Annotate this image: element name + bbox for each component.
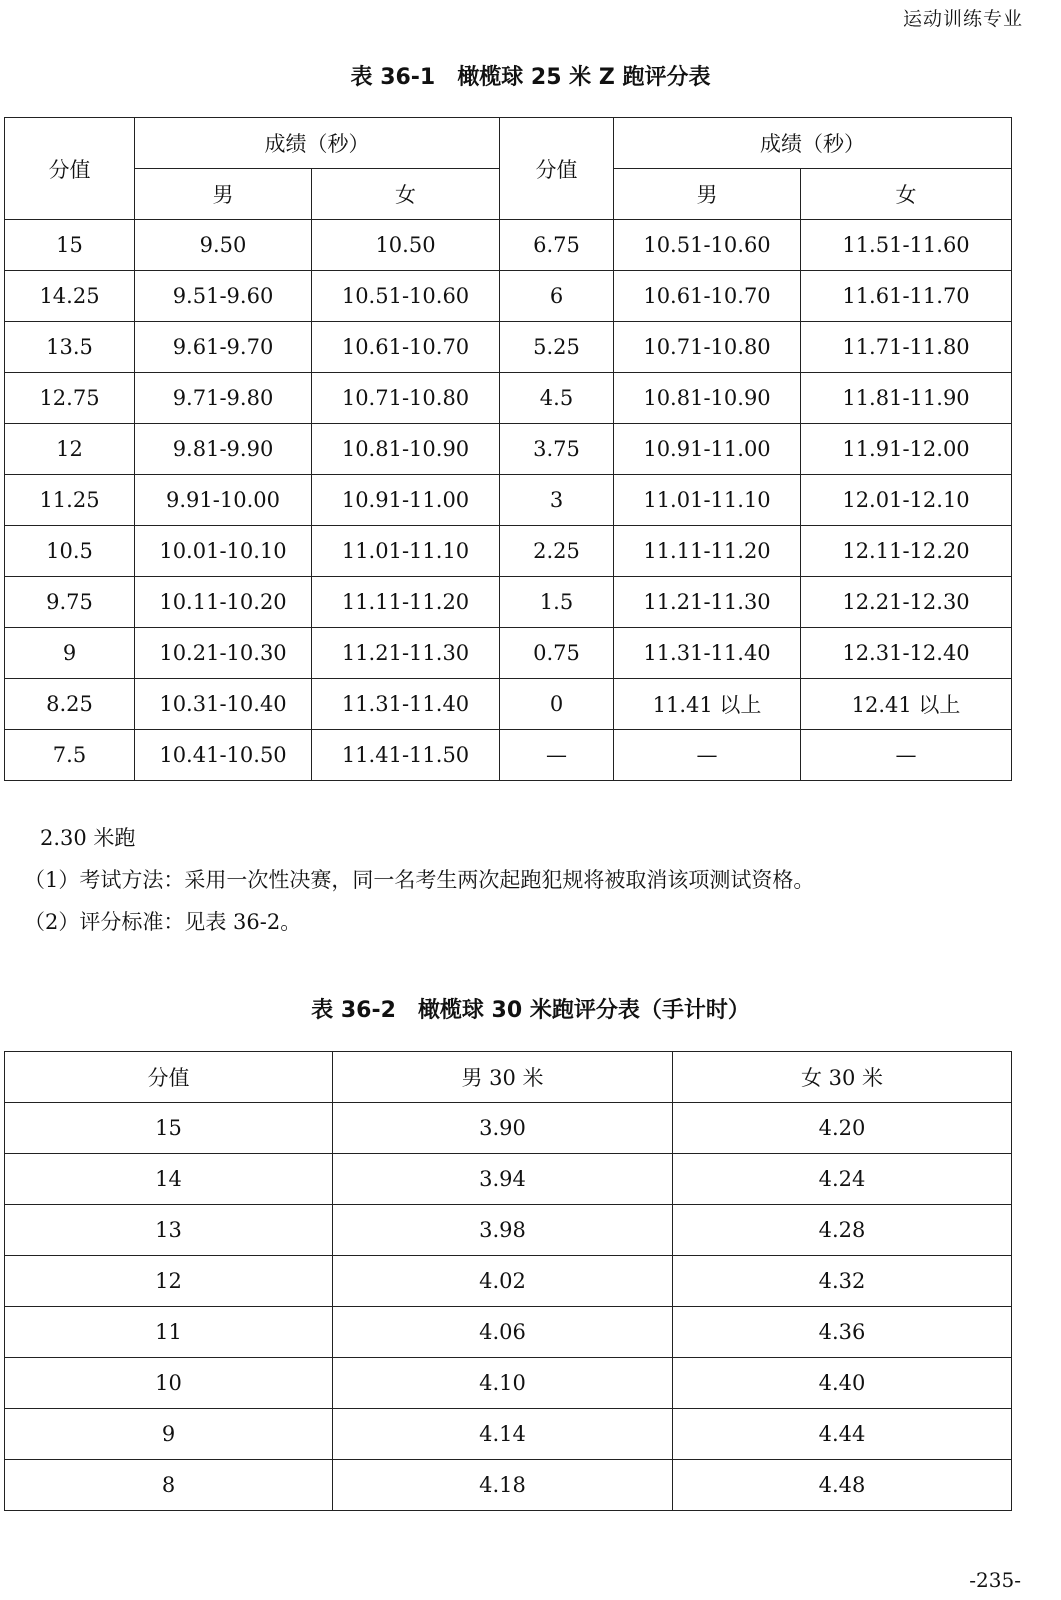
table-cell: 10.91-11.00 <box>614 424 801 475</box>
table-row <box>5 1409 1012 1460</box>
table-cell: 9.50 <box>135 220 312 271</box>
table-cell: 10.91-11.00 <box>312 475 500 526</box>
table-cell: 4.48 <box>673 1460 1012 1511</box>
table-cell: 11.25 <box>5 475 135 526</box>
table-cell: 11.71-11.80 <box>801 322 1012 373</box>
table-cell: 4.14 <box>333 1409 673 1460</box>
table-cell: 10.11-10.20 <box>135 577 312 628</box>
table-cell: 12.11-12.20 <box>801 526 1012 577</box>
table-cell: 11.01-11.10 <box>614 475 801 526</box>
table-cell: 12.75 <box>5 373 135 424</box>
table-cell: 10.51-10.60 <box>312 271 500 322</box>
table-cell: 14.25 <box>5 271 135 322</box>
table-cell: 13 <box>5 1205 333 1256</box>
table-row <box>5 424 1012 475</box>
table1-result-header: 成绩（秒） <box>135 118 500 169</box>
table-cell: 3.98 <box>333 1205 673 1256</box>
table-cell: 9.61-9.70 <box>135 322 312 373</box>
table-cell: 10.81-10.90 <box>312 424 500 475</box>
table-cell: 10.51-10.60 <box>614 220 801 271</box>
table-cell: 4.06 <box>333 1307 673 1358</box>
table-row <box>5 730 1012 781</box>
table-cell: 3.90 <box>333 1103 673 1154</box>
table-cell: 11.61-11.70 <box>801 271 1012 322</box>
table1-result-header-2: 成绩（秒） <box>614 118 1012 169</box>
table-cell: 8.25 <box>5 679 135 730</box>
table1-male-header-2: 男 <box>614 169 801 220</box>
table-cell: 11.81-11.90 <box>801 373 1012 424</box>
score-standard-paragraph: （2）评分标准：见表 36-2。 <box>24 910 302 934</box>
table-cell: 10.21-10.30 <box>135 628 312 679</box>
table-cell: 10.41-10.50 <box>135 730 312 781</box>
table-cell: 10.5 <box>5 526 135 577</box>
rugby-30m-run-score-table <box>4 1051 1012 1511</box>
table-cell: 10.31-10.40 <box>135 679 312 730</box>
table-row <box>5 1358 1012 1409</box>
table-cell: 9 <box>5 1409 333 1460</box>
table-cell: 11.21-11.30 <box>614 577 801 628</box>
table2-score-header: 分值 <box>5 1052 333 1103</box>
table-row <box>5 1154 1012 1205</box>
table1-female-header-2: 女 <box>801 169 1012 220</box>
table-cell: 3.94 <box>333 1154 673 1205</box>
table-cell: 10.01-10.10 <box>135 526 312 577</box>
table-row <box>5 526 1012 577</box>
table-cell: 4.28 <box>673 1205 1012 1256</box>
table-cell: 4.36 <box>673 1307 1012 1358</box>
table-cell: 9.75 <box>5 577 135 628</box>
table-row <box>5 1256 1012 1307</box>
table-cell: 11.41-11.50 <box>312 730 500 781</box>
table-cell: 0 <box>500 679 614 730</box>
table-cell: 4.18 <box>333 1460 673 1511</box>
table-cell: 5.25 <box>500 322 614 373</box>
table-row <box>5 475 1012 526</box>
table-cell: 11.11-11.20 <box>614 526 801 577</box>
table-cell: 6 <box>500 271 614 322</box>
table2-male-header: 男 30 米 <box>333 1052 673 1103</box>
table-cell: 12.31-12.40 <box>801 628 1012 679</box>
table-cell: 7.5 <box>5 730 135 781</box>
table-cell: 12.21-12.30 <box>801 577 1012 628</box>
table-cell: 10.71-10.80 <box>614 322 801 373</box>
table-cell: 4.5 <box>500 373 614 424</box>
table-cell: 12.01-12.10 <box>801 475 1012 526</box>
table-cell: 8 <box>5 1460 333 1511</box>
exam-method-paragraph: （1）考试方法：采用一次性决赛，同一名考生两次起跑犯规将被取消该项测试资格。 <box>24 868 815 892</box>
table-cell: 11.01-11.10 <box>312 526 500 577</box>
table-cell: 13.5 <box>5 322 135 373</box>
table-row <box>5 322 1012 373</box>
running-header: 运动训练专业 <box>902 8 1023 30</box>
table-row <box>5 1103 1012 1154</box>
table-cell: 9.81-9.90 <box>135 424 312 475</box>
table2-caption: 表 36-2 橄榄球 30 米跑评分表（手计时） <box>311 998 750 1023</box>
table-cell: — <box>801 730 1012 781</box>
section-heading-30m-run: 2.30 米跑 <box>40 826 136 850</box>
table-cell: 4.24 <box>673 1154 1012 1205</box>
table-cell: 4.32 <box>673 1256 1012 1307</box>
table-row <box>5 1460 1012 1511</box>
table-cell: 10 <box>5 1358 333 1409</box>
table-cell: 4.44 <box>673 1409 1012 1460</box>
table-row <box>5 1205 1012 1256</box>
table-cell: 4.02 <box>333 1256 673 1307</box>
table-cell: 14 <box>5 1154 333 1205</box>
table-cell: 12 <box>5 1256 333 1307</box>
table-cell: 6.75 <box>500 220 614 271</box>
table-cell: 11.31-11.40 <box>312 679 500 730</box>
table1-score-header-2: 分值 <box>500 118 614 220</box>
table-cell: 4.40 <box>673 1358 1012 1409</box>
table-cell: 4.10 <box>333 1358 673 1409</box>
table-row <box>5 271 1012 322</box>
table-cell: 1.5 <box>500 577 614 628</box>
table-row <box>5 679 1012 730</box>
table-cell: 9 <box>5 628 135 679</box>
table-cell: 3.75 <box>500 424 614 475</box>
table1-female-header: 女 <box>312 169 500 220</box>
table-cell: 10.61-10.70 <box>614 271 801 322</box>
table-row <box>5 577 1012 628</box>
table-cell: 11.31-11.40 <box>614 628 801 679</box>
table-row <box>5 373 1012 424</box>
table-cell: 10.50 <box>312 220 500 271</box>
table-cell: 15 <box>5 220 135 271</box>
table-cell: 11 <box>5 1307 333 1358</box>
table-row <box>5 220 1012 271</box>
table-cell: 9.71-9.80 <box>135 373 312 424</box>
page-number: -235- <box>969 1568 1021 1592</box>
table-cell: 11.51-11.60 <box>801 220 1012 271</box>
table-cell: — <box>614 730 801 781</box>
table2-female-header: 女 30 米 <box>673 1052 1012 1103</box>
table1-male-header: 男 <box>135 169 312 220</box>
table-cell: 10.61-10.70 <box>312 322 500 373</box>
table-cell: 0.75 <box>500 628 614 679</box>
table-cell: 10.71-10.80 <box>312 373 500 424</box>
table-cell: 10.81-10.90 <box>614 373 801 424</box>
table-cell: 15 <box>5 1103 333 1154</box>
table-cell: 11.91-12.00 <box>801 424 1012 475</box>
rugby-z-run-score-table <box>4 117 1012 781</box>
table-cell: 2.25 <box>500 526 614 577</box>
table-cell: 11.11-11.20 <box>312 577 500 628</box>
table1-score-header: 分值 <box>5 118 135 220</box>
table-cell: 12 <box>5 424 135 475</box>
table-cell: 11.21-11.30 <box>312 628 500 679</box>
table-row <box>5 1307 1012 1358</box>
table-cell: — <box>500 730 614 781</box>
table-row <box>5 628 1012 679</box>
table-cell: 9.51-9.60 <box>135 271 312 322</box>
table-cell: 9.91-10.00 <box>135 475 312 526</box>
table-cell: 4.20 <box>673 1103 1012 1154</box>
table-cell: 11.41 以上 <box>614 679 801 730</box>
table1-caption: 表 36-1 橄榄球 25 米 Z 跑评分表 <box>350 65 711 90</box>
table-cell: 12.41 以上 <box>801 679 1012 730</box>
table-cell: 3 <box>500 475 614 526</box>
